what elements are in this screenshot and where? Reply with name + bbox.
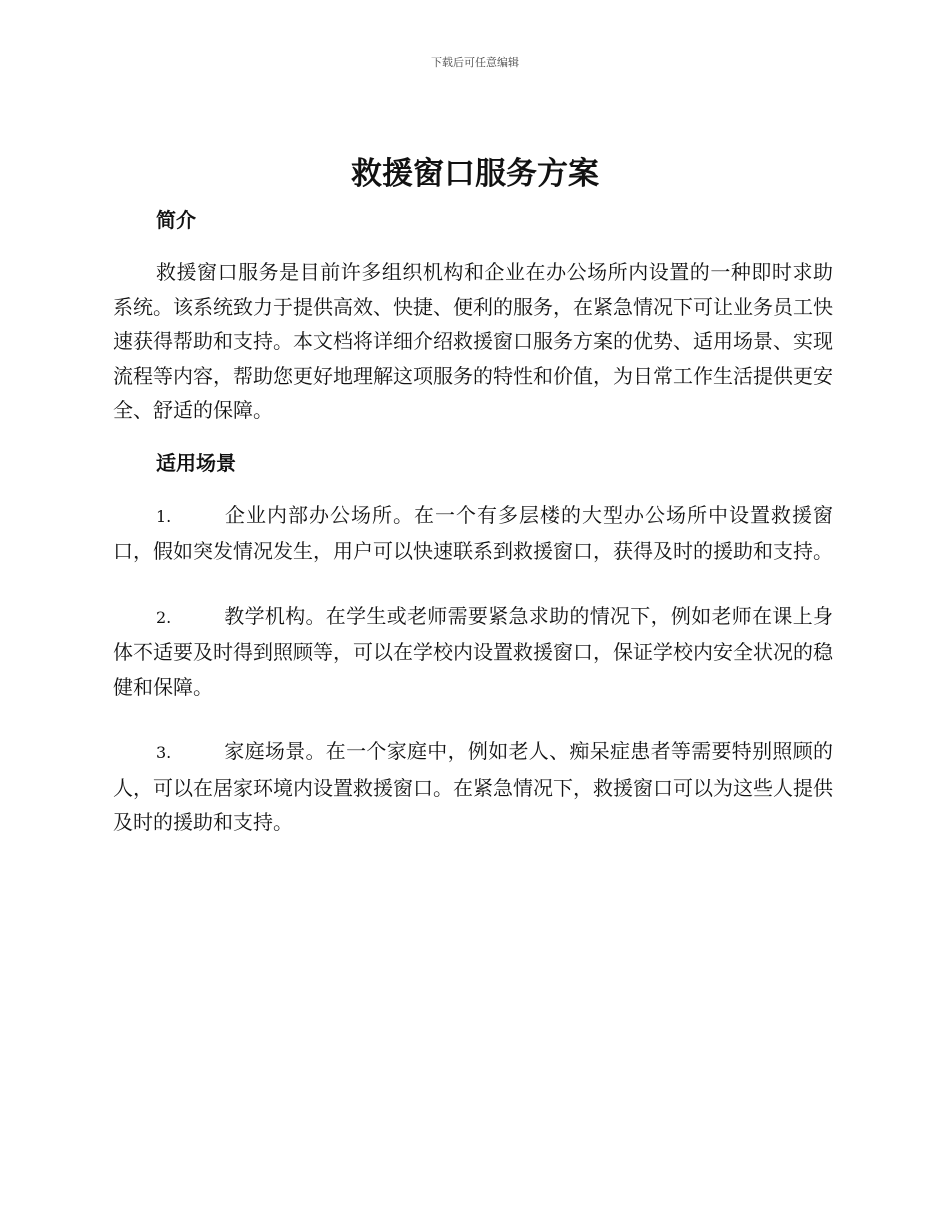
- list-item-text: 企业内部办公场所。在一个有多层楼的大型办公场所中设置救援窗口，假如突发情况发生，用户可以快速联系到救援窗口，获得及时的援助和支持。: [113, 502, 833, 563]
- list-item-text: 教学机构。在学生或老师需要紧急求助的情况下，例如老师在课上身体不适要及时得到照顾等，可以在学校内设置救援窗口，保证学校内安全状况的稳健和保障。: [113, 603, 833, 699]
- list-item-number: 1.: [156, 506, 172, 526]
- intro-paragraph: 救援窗口服务是目前许多组织机构和企业在办公场所内设置的一种即时求助系统。该系统致力于提供高效、快捷、便利的服务，在紧急情况下可让业务员工快速获得帮助和支持。本文档将详细介绍救援窗口服务方案的优势、适用场景、实现流程等内容，帮助您更好地理解这项服务的特性和价值，为日常工作生活提供更安全、舒适的保障。: [113, 260, 833, 422]
- document-body: [113, 203, 833, 840]
- document-title: 救援窗口服务方案: [351, 156, 599, 192]
- list-item-number: 2.: [156, 607, 172, 627]
- section-heading-intro: 简介: [156, 208, 196, 232]
- section-heading-scenarios: 适用场景: [156, 450, 236, 475]
- header-note: 下载后可任意编辑: [431, 56, 519, 69]
- list-item: [113, 599, 833, 705]
- list-item-text: 家庭场景。在一个家庭中，例如老人、痴呆症患者等需要特别照顾的人，可以在居家环境内设置救援窗口。在紧急情况下，救援窗口可以为这些人提供及时的援助和支持。: [113, 739, 833, 834]
- list-item: [113, 734, 833, 840]
- list-item-number: 3.: [156, 743, 172, 762]
- list-item: [113, 498, 833, 569]
